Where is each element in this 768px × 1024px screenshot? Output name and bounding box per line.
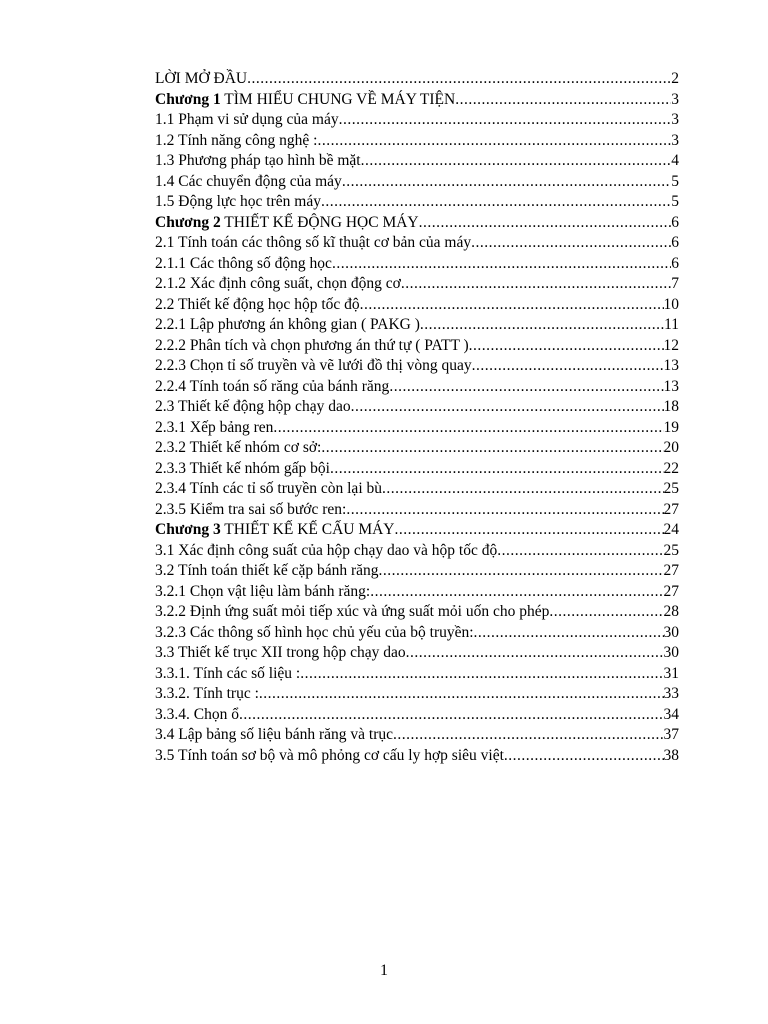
dot-leader — [351, 397, 664, 418]
toc-entry-text: 2.2.3 Chọn tỉ số truyền và vẽ lưới đồ thị vòng quay — [155, 357, 472, 374]
toc-entry — [155, 192, 679, 213]
toc-entry — [155, 274, 679, 295]
toc-page-number: 34 — [663, 705, 679, 723]
toc-entry — [155, 561, 679, 582]
toc-entry-text: LỜI MỞ ĐẦU — [155, 70, 248, 87]
toc-page-number: 3 — [671, 111, 679, 128]
toc-entry-text: 1.3 Phương pháp tạo hình bề mặt — [155, 152, 361, 169]
toc-entry — [155, 459, 679, 480]
page-number: 1 — [380, 962, 388, 979]
toc-entry-text: 3.4 Lập bảng số liệu bánh răng và trục — [155, 726, 394, 743]
toc-page-number: 27 — [663, 562, 679, 579]
toc-page-number: 22 — [663, 459, 679, 477]
toc-entry — [155, 520, 679, 541]
toc-entry — [155, 377, 679, 398]
dot-leader — [273, 418, 663, 439]
toc-page-number: 11 — [664, 316, 679, 333]
toc-entry-text: 3.5 Tính toán sơ bộ và mô phỏng cơ cấu ly hợp siêu việt — [155, 746, 504, 764]
toc-entry-title — [155, 664, 300, 685]
toc-entry-title — [155, 582, 370, 603]
toc-entry-text: 3.3.1. Tính các số liệu : — [155, 664, 301, 682]
toc-page-number: 4 — [671, 152, 679, 169]
toc-page-number: 25 — [663, 480, 679, 497]
toc-page-number: 20 — [663, 439, 679, 456]
toc-entry-title — [155, 418, 273, 439]
toc-page-number: 33 — [663, 685, 679, 702]
dot-leader — [406, 643, 664, 664]
dot-leader — [393, 725, 663, 746]
toc-entry — [155, 233, 679, 254]
table-of-contents — [155, 69, 679, 766]
dot-leader — [330, 459, 664, 480]
dot-leader — [259, 684, 664, 705]
toc-page-number: 25 — [663, 541, 679, 559]
toc-entry-title — [155, 500, 346, 521]
dot-leader — [472, 356, 664, 377]
toc-page-number: 6 — [671, 213, 679, 231]
toc-page-number: 5 — [671, 172, 679, 190]
dot-leader — [420, 315, 664, 336]
toc-entry-title — [155, 233, 471, 254]
toc-entry-title — [155, 110, 339, 131]
dot-leader — [549, 602, 663, 623]
toc-page-number: 3 — [671, 131, 679, 149]
dot-leader — [360, 295, 664, 316]
toc-page-number: 7 — [671, 275, 679, 292]
toc-entry — [155, 541, 679, 562]
dot-leader — [370, 582, 663, 603]
toc-page-number: 30 — [663, 644, 679, 661]
toc-entry-text: 2.3.1 Xếp bảng ren — [155, 418, 274, 436]
toc-entry-title — [155, 131, 317, 152]
toc-entry-title — [155, 90, 455, 111]
dot-leader — [474, 623, 664, 644]
toc-entry-title — [155, 315, 420, 336]
dot-leader — [339, 110, 672, 131]
toc-entry-title — [155, 684, 259, 705]
toc-page-number: 3 — [671, 90, 679, 108]
toc-page-number: 12 — [663, 336, 679, 354]
toc-entry-text: 2.3 Thiết kế động hộp chạy dao — [155, 398, 351, 415]
toc-entry-title — [155, 623, 474, 644]
toc-entry — [155, 479, 679, 500]
toc-entry-title — [155, 746, 504, 767]
toc-entry-title — [155, 705, 239, 726]
toc-entry-text: THIẾT KẾ ĐỘNG HỌC MÁY — [220, 213, 419, 231]
toc-entry-title — [155, 602, 549, 623]
dot-leader — [321, 192, 671, 213]
toc-entry-text: 1.4 Các chuyển động của máy — [155, 172, 342, 190]
toc-page-number: 24 — [663, 521, 679, 538]
chapter-label: Chương 3 — [155, 521, 221, 538]
toc-entry-text: 3.3 Thiết kế trục XII trong hộp chạy dao — [155, 644, 406, 661]
toc-page-number: 38 — [663, 746, 679, 764]
toc-entry-text: 1.1 Phạm vi sử dụng của máy — [155, 111, 339, 128]
toc-entry-text: 2.1.2 Xác định công suất, chọn động cơ — [155, 275, 401, 292]
toc-entry-title — [155, 69, 247, 90]
toc-entry-title — [155, 561, 379, 582]
toc-entry — [155, 213, 679, 234]
dot-leader — [389, 377, 663, 398]
toc-entry-title — [155, 725, 393, 746]
toc-page-number: 31 — [663, 664, 679, 682]
toc-entry-text: 2.2.1 Lập phương án không gian ( PAKG ) — [155, 316, 420, 333]
toc-entry-text: TÌM HIỂU CHUNG VỀ MÁY TIỆN — [220, 90, 456, 108]
toc-entry — [155, 110, 679, 131]
dot-leader — [469, 336, 664, 357]
toc-page-number: 37 — [663, 726, 679, 743]
toc-page-number: 30 — [663, 623, 679, 641]
toc-entry — [155, 90, 679, 111]
toc-entry-text: 3.2.3 Các thông số hình học chủ yếu của bộ truyền: — [155, 623, 474, 641]
toc-entry — [155, 356, 679, 377]
toc-entry-text: 2.1.1 Các thông số động học — [155, 254, 332, 272]
toc-entry-text: 2.2.2 Phân tích và chọn phương án thứ tự ( PATT ) — [155, 336, 469, 354]
dot-leader — [361, 151, 672, 172]
toc-entry — [155, 295, 679, 316]
toc-entry — [155, 725, 679, 746]
toc-entry-title — [155, 192, 321, 213]
toc-entry-title — [155, 356, 472, 377]
chapter-label: Chương 2 — [155, 213, 221, 231]
toc-entry-text: 2.3.3 Thiết kế nhóm gấp bội — [155, 459, 330, 477]
dot-leader — [342, 172, 671, 193]
toc-page-number: 27 — [663, 582, 679, 600]
toc-entry — [155, 315, 679, 336]
toc-entry — [155, 438, 679, 459]
toc-page-number: 6 — [671, 234, 679, 251]
toc-entry-title — [155, 459, 330, 480]
toc-entry — [155, 254, 679, 275]
toc-entry-text: 3.3.4. Chọn ổ — [155, 705, 239, 723]
dot-leader — [471, 233, 671, 254]
toc-page-number: 13 — [663, 357, 679, 374]
toc-entry — [155, 131, 679, 152]
toc-entry-text: 3.2.1 Chọn vật liệu làm bánh răng: — [155, 582, 371, 600]
chapter-label: Chương 1 — [155, 90, 221, 108]
toc-entry-text: 2.2.4 Tính toán số răng của bánh răng — [155, 377, 390, 395]
toc-page-number: 28 — [663, 603, 679, 620]
toc-entry — [155, 336, 679, 357]
dot-leader — [317, 131, 671, 152]
dot-leader — [395, 520, 664, 541]
toc-page-number: 18 — [663, 398, 679, 415]
toc-page-number: 27 — [663, 500, 679, 518]
dot-leader — [419, 213, 672, 234]
toc-entry-text: 1.5 Động lực học trên máy — [155, 193, 321, 210]
dot-leader — [379, 561, 664, 582]
dot-leader — [401, 274, 671, 295]
dot-leader — [300, 664, 663, 685]
toc-entry — [155, 582, 679, 603]
toc-entry-text: 3.1 Xác định công suất của hộp chạy dao và hộp tốc độ — [155, 541, 498, 559]
dot-leader — [504, 746, 664, 767]
toc-entry-title — [155, 295, 360, 316]
toc-entry-text: 2.2 Thiết kế động học hộp tốc độ — [155, 295, 360, 313]
toc-entry-title — [155, 151, 361, 172]
toc-entry-title — [155, 643, 406, 664]
toc-entry-text: 2.3.5 Kiểm tra sai số bước ren: — [155, 500, 347, 518]
toc-entry-title — [155, 438, 321, 459]
dot-leader — [332, 254, 671, 275]
toc-entry — [155, 151, 679, 172]
dot-leader — [497, 541, 663, 562]
dot-leader — [321, 438, 663, 459]
toc-entry — [155, 602, 679, 623]
toc-entry-title — [155, 541, 497, 562]
toc-page-number: 6 — [671, 254, 679, 272]
toc-entry-title — [155, 377, 389, 398]
toc-entry-text: 3.2 Tính toán thiết kế cặp bánh răng — [155, 562, 379, 579]
toc-entry — [155, 397, 679, 418]
toc-entry — [155, 69, 679, 90]
toc-entry-text: 2.1 Tính toán các thông số kĩ thuật cơ bản của máy — [155, 234, 472, 251]
toc-page-number: 13 — [663, 377, 679, 395]
toc-entry-title — [155, 397, 351, 418]
toc-entry — [155, 418, 679, 439]
toc-page-number: 2 — [671, 70, 679, 87]
toc-entry-text: THIẾT KẾ KẾ CẤU MÁY — [220, 521, 395, 538]
toc-entry-title — [155, 274, 401, 295]
toc-entry-text: 3.2.2 Định ứng suất mỏi tiếp xúc và ứng suất mỏi uốn cho phép — [155, 603, 550, 620]
toc-entry — [155, 643, 679, 664]
toc-page-number: 10 — [663, 295, 679, 313]
toc-entry-text: 2.3.2 Thiết kế nhóm cơ sở: — [155, 439, 322, 456]
toc-entry-title — [155, 520, 395, 541]
dot-leader — [455, 90, 671, 111]
toc-entry-title — [155, 172, 342, 193]
toc-page-number: 5 — [671, 193, 679, 210]
toc-entry — [155, 746, 679, 767]
toc-entry-title — [155, 336, 469, 357]
toc-entry — [155, 684, 679, 705]
toc-entry — [155, 500, 679, 521]
toc-entry — [155, 172, 679, 193]
toc-entry-text: 2.3.4 Tính các tỉ số truyền còn lại bù — [155, 480, 382, 497]
toc-entry — [155, 664, 679, 685]
dot-leader — [346, 500, 663, 521]
toc-page-number: 19 — [663, 418, 679, 436]
dot-leader — [247, 69, 671, 90]
toc-entry-title — [155, 213, 419, 234]
toc-entry-title — [155, 479, 382, 500]
dot-leader — [382, 479, 664, 500]
toc-entry — [155, 623, 679, 644]
toc-entry-text: 1.2 Tính năng công nghệ : — [155, 131, 318, 149]
toc-entry-text: 3.3.2. Tính trục : — [155, 685, 259, 702]
toc-entry — [155, 705, 679, 726]
toc-entry-title — [155, 254, 332, 275]
dot-leader — [239, 705, 664, 726]
